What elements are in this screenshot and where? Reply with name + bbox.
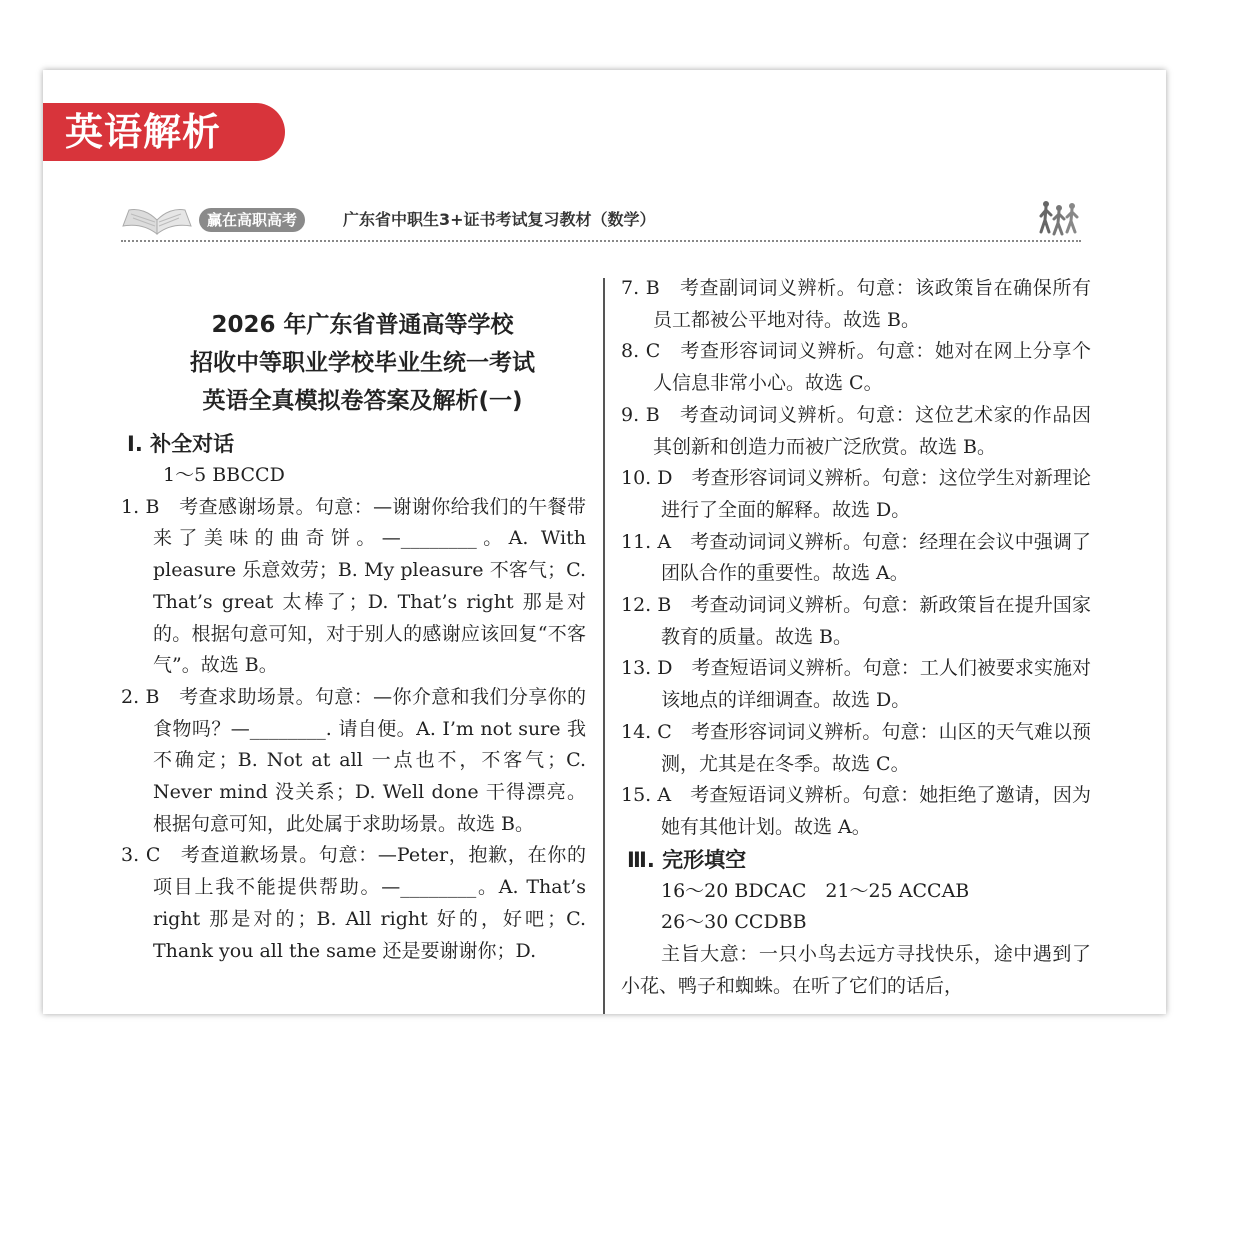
answer-explanation: 1. B 考查感谢场景。句意：—谢谢你给我们的午餐带来了美味的曲奇饼。—________。A. With pleasure 乐意效劳；B. My pleasure 不客气；C. That’s great 太棒了；D. That’s right 那是对的。根据句意可知，对于别人的感谢应该回复“不客气”。故选 B。	[121, 495, 586, 677]
title-line: 英语全真模拟卷答案及解析(一)	[202, 388, 523, 414]
header-rule	[121, 240, 1081, 242]
summary-paragraph: 主旨大意：一只小鸟去远方寻找快乐，途中遇到了小花、鸭子和蜘蛛。在听了它们的话后，	[621, 943, 1091, 997]
running-people-icon	[1037, 198, 1081, 244]
answer-explanation: 9. B 考查动词词义辨析。句意：这位艺术家的作品因其创新和创造力而被广泛欣赏。故选 B。	[621, 403, 1091, 458]
header-title: 广东省中职生3+证书考试复习教材（数学）	[343, 210, 656, 229]
answer-explanation: 11. A 考查动词词义辨析。句意：经理在会议中强调了团队合作的重要性。故选 A。	[621, 530, 1091, 585]
title-line: 2026 年广东省普通高等学校	[211, 312, 514, 338]
answer-explanation: 2. B 考查求助场景。句意：—你介意和我们分享你的食物吗？—________. 请自便。A. I’m not sure 我不确定；B. Not at all 一点也不，不客气；C. Never mind 没关系；D. Well done 干得漂亮。根据句意可知，此处属于求助场景。故选 B。	[121, 685, 586, 835]
answer-key: 16～20 BDCAC 21～25 ACCAB	[661, 879, 970, 902]
document-title	[121, 306, 586, 420]
answer-explanation: 8. C 考查形容词词义辨析。句意：她对在网上分享个人信息非常小心。故选 C。	[621, 340, 1091, 395]
section-tab: 英语解析	[43, 103, 285, 161]
left-column	[121, 306, 586, 967]
answer-explanation: 10. D 考查形容词词义辨析。句意：这位学生对新理论进行了全面的解释。故选 D。	[621, 467, 1091, 521]
document-page	[43, 70, 1166, 1014]
right-column	[621, 273, 1091, 1002]
column-divider	[603, 278, 605, 1014]
answer-explanation: 13. D 考查短语词义辨析。句意：工人们被要求实施对该地点的详细调查。故选 D。	[621, 657, 1091, 712]
answer-explanation: 3. C 考查道歉场景。句意：—Peter，抱歉，在你的项目上我不能提供帮助。—________。A. That’s right 那是对的；B. All right 好的，好吧；C. Thank you all the same 还是要谢谢你；D.	[121, 844, 586, 962]
open-book-icon	[121, 204, 193, 242]
section-heading: Ⅰ. 补全对话	[127, 432, 235, 456]
section-heading: Ⅲ. 完形填空	[627, 847, 747, 872]
page-header	[121, 200, 1081, 244]
answer-explanation: 15. A 考查短语词义辨析。句意：她拒绝了邀请，因为她有其他计划。故选 A。	[621, 784, 1091, 838]
title-line: 招收中等职业学校毕业生统一考试	[190, 350, 535, 376]
header-badge: 赢在高职高考	[199, 208, 305, 232]
answer-explanation: 7. B 考查副词词义辨析。句意：该政策旨在确保所有员工都被公平地对待。故选 B。	[621, 277, 1091, 331]
answer-key: 1～5 BBCCD	[163, 464, 285, 486]
answer-key: 26～30 CCDBB	[661, 911, 807, 934]
answer-explanation: 14. C 考查形容词词义辨析。句意：山区的天气难以预测，尤其是在冬季。故选 C。	[621, 720, 1091, 775]
answer-explanation: 12. B 考查动词词义辨析。句意：新政策旨在提升国家教育的质量。故选 B。	[621, 594, 1091, 648]
